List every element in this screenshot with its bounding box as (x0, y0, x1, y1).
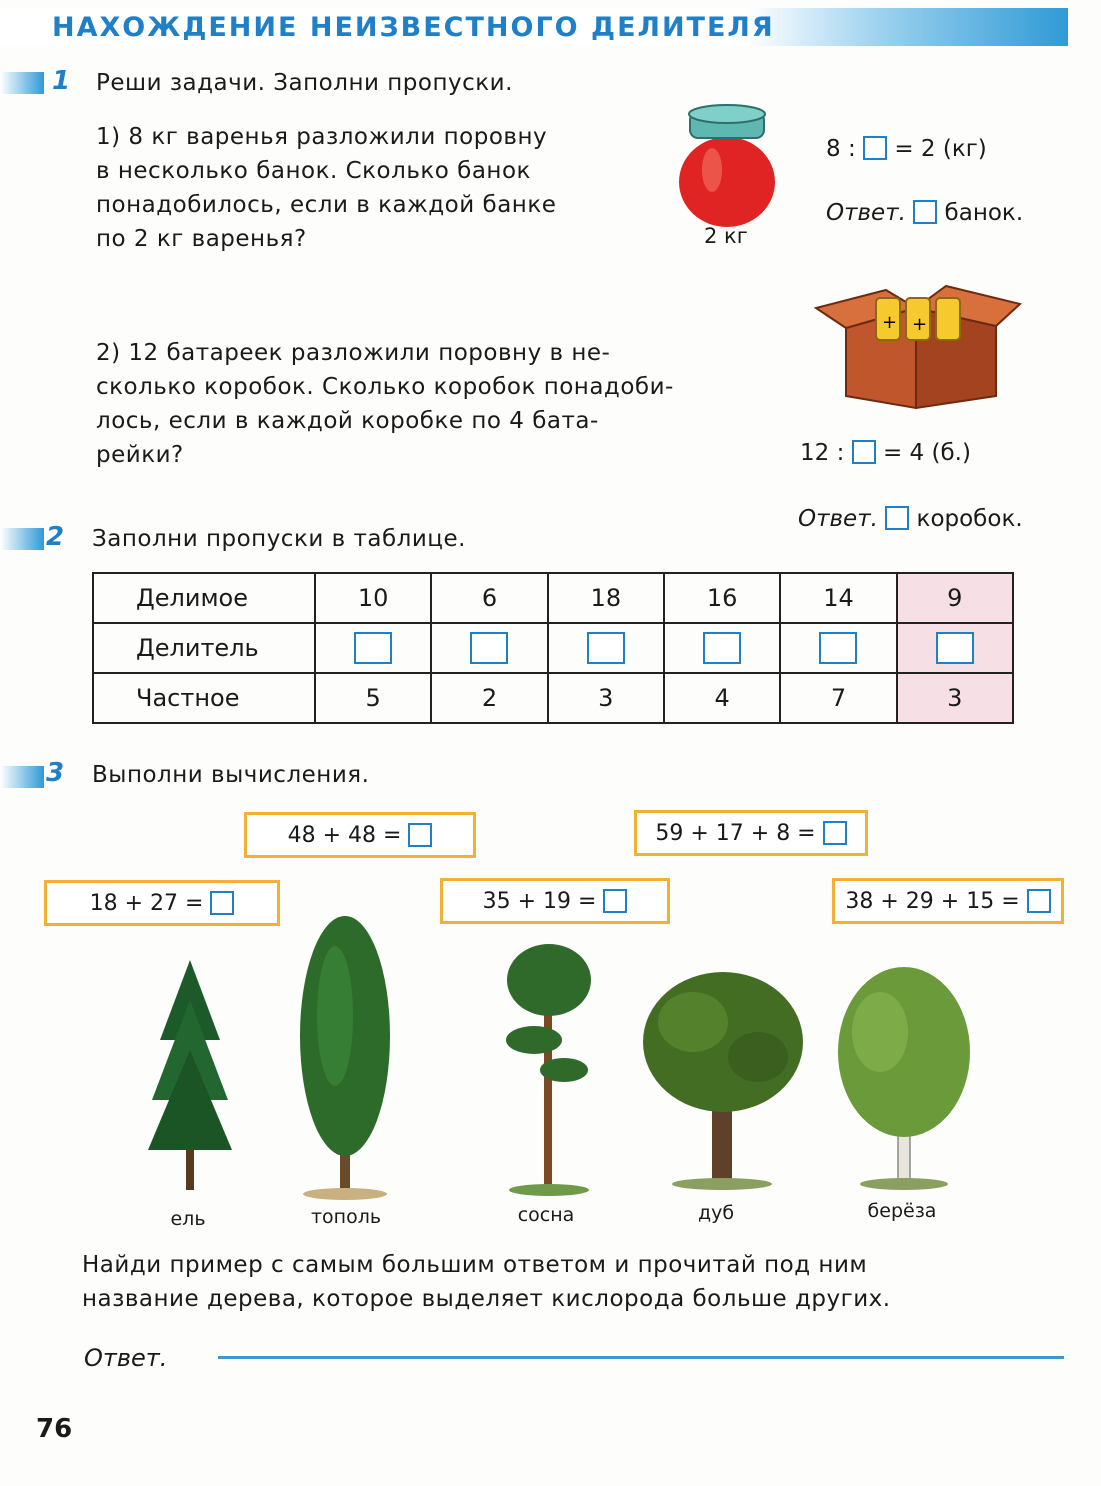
pine-tree-icon (494, 940, 604, 1196)
task-2-instruction: Заполни пропуски в таблице. (92, 526, 466, 552)
answer-box[interactable] (863, 136, 887, 160)
page-title: НАХОЖДЕНИЕ НЕИЗВЕСТНОГО ДЕЛИТЕЛЯ (52, 12, 775, 43)
answer-box[interactable] (703, 632, 741, 664)
equation-2-right: = 4 (б.) (882, 440, 971, 466)
problem-1-text (96, 120, 656, 256)
tree-label: ель (170, 1208, 206, 1230)
task-3-instruction: Выполни вычисления. (92, 762, 370, 788)
table-cell: 2 (431, 673, 547, 723)
problem-2-line: лось, если в каждой коробке по 4 бата- (96, 408, 599, 434)
equation-1-left: 8 : (826, 136, 856, 162)
svg-text:+: + (912, 314, 928, 335)
battery-box-icon (806, 268, 1030, 418)
answer-line[interactable] (218, 1356, 1064, 1359)
answer-box[interactable] (470, 632, 508, 664)
answer-box[interactable] (913, 200, 937, 224)
expression-text: 18 + 27 = (89, 890, 204, 916)
spruce-tree-icon (140, 950, 240, 1200)
expression-card (634, 810, 868, 856)
equation-1 (826, 136, 987, 162)
answer-1 (826, 200, 1023, 226)
table-cell: 3 (897, 673, 1013, 723)
task-3-answer-label: Ответ. (84, 1344, 168, 1372)
table-cell (431, 623, 547, 673)
table-cell: 14 (780, 573, 896, 623)
table-cell: 7 (780, 673, 896, 723)
jam-jar-icon (672, 100, 782, 230)
division-table (92, 572, 1014, 724)
table-cell: 4 (664, 673, 780, 723)
problem-1-line: по 2 кг варенья? (96, 226, 307, 252)
task-3-number: 3 (46, 758, 65, 788)
table-cell: 10 (315, 573, 431, 623)
table-cell (315, 623, 431, 673)
task-marker-stripe (0, 766, 44, 788)
answer-box[interactable] (1027, 889, 1051, 913)
answer-box[interactable] (936, 632, 974, 664)
answer-2 (798, 506, 1023, 532)
table-row-header: Делимое (93, 573, 315, 623)
table-cell: 5 (315, 673, 431, 723)
question-line: Найди пример с самым большим ответом и прочитай под ним (82, 1252, 868, 1278)
table-cell: 16 (664, 573, 780, 623)
equation-2-left: 12 : (800, 440, 845, 466)
table-row-divisor (93, 623, 1013, 673)
answer-box[interactable] (603, 889, 627, 913)
expression-text: 35 + 19 = (482, 888, 597, 914)
table-cell (548, 623, 664, 673)
answer-box[interactable] (852, 440, 876, 464)
table-cell: 3 (548, 673, 664, 723)
problem-1-line: 1) 8 кг варенья разложили поровну (96, 124, 548, 150)
equation-1-right: = 2 (кг) (894, 136, 987, 162)
answer-1-label: Ответ. (826, 200, 906, 226)
expression-card (440, 878, 670, 924)
tree-label: сосна (517, 1204, 575, 1226)
equation-2 (800, 440, 971, 466)
task-marker-stripe (0, 528, 44, 550)
problem-2-line: 2) 12 батареек разложили поровну в не- (96, 340, 611, 366)
task-2-number: 2 (46, 522, 65, 552)
table-row-header: Частное (93, 673, 315, 723)
expression-card (44, 880, 280, 926)
expression-text: 38 + 29 + 15 = (845, 888, 1020, 914)
svg-text:+: + (882, 312, 898, 333)
table-cell: 9 (897, 573, 1013, 623)
task-3-question (82, 1248, 1072, 1316)
answer-box[interactable] (210, 891, 234, 915)
table-cell: 6 (431, 573, 547, 623)
expression-text: 48 + 48 = (287, 822, 402, 848)
answer-box[interactable] (587, 632, 625, 664)
answer-box[interactable] (823, 821, 847, 845)
answer-2-label: Ответ. (798, 506, 878, 532)
expression-text: 59 + 17 + 8 = (655, 820, 816, 846)
tree-label: тополь (310, 1206, 382, 1228)
answer-box[interactable] (354, 632, 392, 664)
answer-1-unit: банок. (944, 200, 1024, 226)
table-cell: 18 (548, 573, 664, 623)
problem-2-text (96, 336, 764, 472)
task-1-instruction: Реши задачи. Заполни пропуски. (96, 70, 513, 96)
answer-2-unit: коробок. (916, 506, 1023, 532)
problem-1-line: понадобилось, если в каждой банке (96, 192, 557, 218)
expression-card (832, 878, 1064, 924)
answer-box[interactable] (885, 506, 909, 530)
task-1-number: 1 (52, 66, 71, 96)
tree-label: берёза (867, 1200, 937, 1222)
answer-box[interactable] (408, 823, 432, 847)
problem-2-line: рейки? (96, 442, 184, 468)
jar-label: 2 кг (704, 224, 748, 248)
question-line: название дерева, которое выделяет кислорода больше других. (82, 1286, 891, 1312)
table-cell (780, 623, 896, 673)
answer-box[interactable] (819, 632, 857, 664)
task-marker-stripe (0, 72, 44, 94)
birch-tree-icon (830, 962, 980, 1192)
table-row-header: Делитель (93, 623, 315, 673)
table-row-dividend (93, 573, 1013, 623)
table-row-quotient (93, 673, 1013, 723)
tree-label: дуб (697, 1202, 735, 1224)
table-cell (897, 623, 1013, 673)
oak-tree-icon (638, 962, 808, 1192)
poplar-tree-icon (290, 906, 400, 1202)
table-cell (664, 623, 780, 673)
problem-2-line: сколько коробок. Сколько коробок понадоби- (96, 374, 674, 400)
page-number: 76 (36, 1414, 73, 1444)
problem-1-line: в несколько банок. Сколько банок (96, 158, 531, 184)
expression-card (244, 812, 476, 858)
